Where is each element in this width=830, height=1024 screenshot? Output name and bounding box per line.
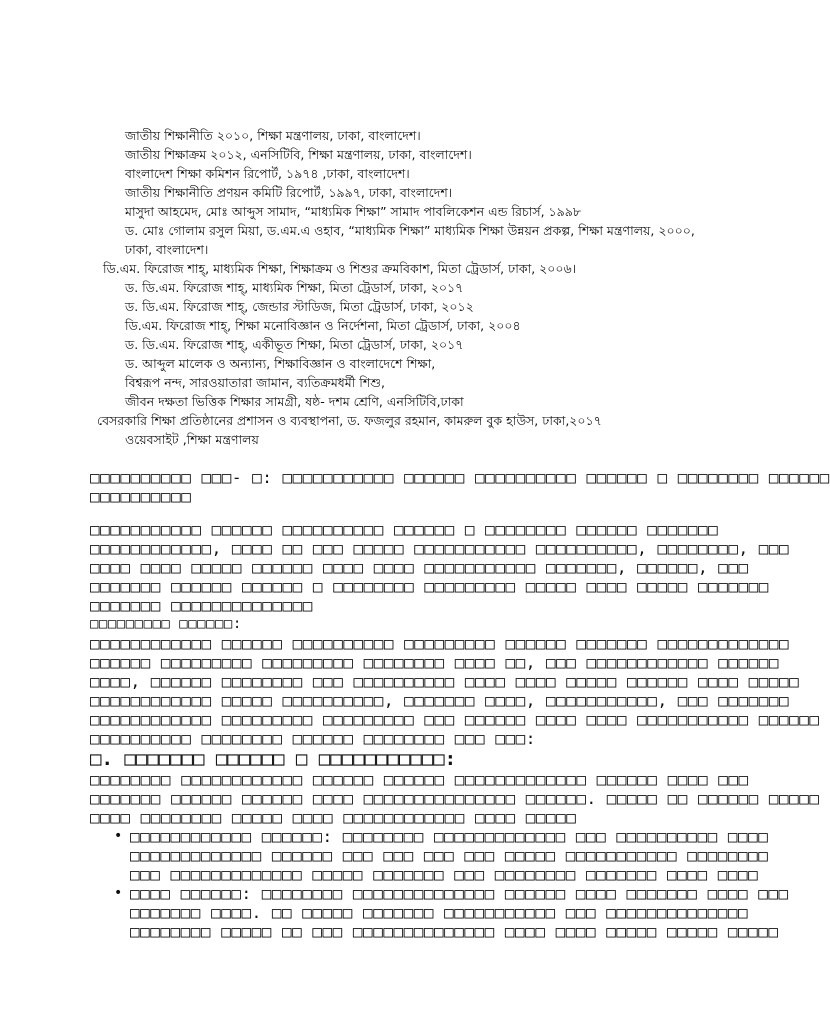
text-line: □□□□ □□□□ □□□□□ □□□□□□ □□□□ □□□□ □□□□□□□□□□□ □□□□□□□, □□□□□□, □□□ (90, 558, 749, 577)
reference-item: ড. আব্দুল মালেক ও অন্যান্য, শিক্ষাবিজ্ঞান ও বাংলাদেশে শিক্ষা, (125, 356, 436, 371)
section-heading: □. □□□□□□□ □□□□□□ □ □□□□□□□□□□□: (90, 748, 457, 770)
text-line: □□□□□□□□□□ (90, 487, 192, 506)
bullet-text: □□□□□□□□□□□□□ □□□□□□ □□□ □□□ □□□ □□□ □□□□□ □□□□□□□□□□□ □□□□□□□□ (130, 846, 769, 865)
bullet-item (90, 827, 769, 846)
reference-item: মাসুদা আহমেদ, মোঃ আব্দুস সামাদ, “মাধ্যমিক শিক্ষা” সামাদ পাবলিকেশন এন্ড রিচার্স, ১৯৯৮ (125, 204, 581, 219)
text-line: □□□□□□□□□□ □□□- □: □□□□□□□□□□□ □□□□□□ □□□□□□□□□□ □□□□□□ □ □□□□□□□□ □□□□□□ (90, 468, 830, 487)
text-line: □□□□□□□□□ □□□□□□: (90, 616, 242, 632)
reference-item: ডি.এম. ফিরোজ শাহ্, শিক্ষা মনোবিজ্ঞান ও নির্দেশনা, মিতা ট্রেডার্স, ঢাকা, ২০০৪ (125, 318, 521, 333)
reference-item: ড. ডি.এম. ফিরোজ শাহ্, একীভূত শিক্ষা, মিতা ট্রেডার্স, ঢাকা, ২০১৭ (125, 337, 464, 352)
bullet-icon: • (114, 885, 123, 901)
reference-item: ড. ডি.এম. ফিরোজ শাহ্, জেন্ডার স্টাডিজ, মিতা ট্রেডার্স, ঢাকা, ২০১২ (125, 299, 474, 314)
bullet-item (90, 884, 789, 903)
bullet-text: □□□□□□□□ □□□□□ □□ □□□ □□□□□□□□□□□□□□ □□□□ □□□□ □□□□□ □□□□□ □□□□□ (130, 922, 779, 941)
reference-item: জাতীয় শিক্ষানীতি প্রণয়ন কমিটি রিপোর্ট, ১৯৯৭, ঢাকা, বাংলাদেশ। (125, 185, 453, 200)
text-line: □□□□□□□ □□□□□□□□□□□□□□ (90, 596, 313, 615)
reference-item: জাতীয় শিক্ষানীতি ২০১০, শিক্ষা মন্ত্রণালয়, ঢাকা, বাংলাদেশ। (125, 128, 421, 143)
bullet-continuation (90, 865, 759, 884)
reference-item: ঢাকা, বাংলাদেশ। (125, 242, 209, 257)
bullet-text: □□□□ □□□□□□: □□□□□□□□ □□□□□□□□□□□□□□ □□□□□□ □□□□ □□□□□□□ □□□□ □□□ (130, 884, 789, 903)
reference-list (0, 126, 768, 449)
bullet-continuation (90, 903, 749, 922)
text-line: □□□□ □□□□□□□□ □□□□□ □□□□ □□□□□□□□□□□□ □□□□ □□□□□ (90, 808, 577, 827)
text-line: □□□□□□□□ □□□□□□□□□□□□ □□□□□□ □□□□□□ □□□□□□□□□□□□□ □□□□□□ □□□□ □□□ (90, 770, 749, 789)
reference-item: জীবন দক্ষতা ভিত্তিক শিক্ষার সামগ্রী, ষষ্ঠ- দশম শ্রেণি, এনসিটিবি,ঢাকা (125, 394, 464, 409)
paragraph-gap (90, 506, 670, 520)
bullet-continuation (90, 922, 779, 941)
reference-item: জাতীয় শিক্ষাক্রম ২০১২, এনসিটিবি, শিক্ষা মন্ত্রণালয়, ঢাকা, বাংলাদেশ। (125, 147, 472, 162)
reference-item: বাংলাদেশ শিক্ষা কমিশন রিপোর্ট, ১৯৭৪ ,ঢাকা, বাংলাদেশ। (125, 166, 410, 181)
bullet-text: □□□□□□□ □□□□. □□ □□□□□ □□□□□□□ □□□□□□□□□□□ □□□ □□□□□□□□□□□□□□ (130, 903, 749, 922)
reference-item: ওয়েবসাইট ,শিক্ষা মন্ত্রণালয় (125, 432, 259, 447)
text-line: □□□□□□□□□□□□ □□□□□ □□□□□□□□□□, □□□□□□□ □□□□, □□□□□□□□□□□, □□□ □□□□□□□ (90, 691, 790, 710)
text-line: □□□□□□□□□□ □□□□□□□□ □□□□□□ □□□□□□□□ □□□ □□□: (90, 729, 536, 748)
text-line: □□□□, □□□□□□ □□□□□□□□ □□□ □□□□□□□□□□ □□□□ □□□□ □□□□□ □□□□□□ □□□□ □□□□□ (90, 672, 800, 691)
text-line: □□□□□□□□□□□□ □□□□□□□□□ □□□□□□□□□ □□□ □□□□□□ □□□□ □□□□ □□□□□□□□□□□ □□□□□□ (90, 710, 820, 729)
bullet-text: □□□ □□□□□□□□□□□□□ □□□□□ □□□□□□□ □□□ □□□□□□□□ □□□□□□□ □□□□ □□□□ (130, 865, 759, 884)
text-line: □□□□□□□□□□□□, □□□□ □□ □□□ □□□□□ □□□□□□□□□□□ □□□□□□□□□□, □□□□□□□□, □□□ (90, 539, 790, 558)
text-line: □□□□□□□□□□□□ □□□□□□ □□□□□□□□□□ □□□□□□□□□ □□□□□□ □□□□□□□ □□□□□□□□□□□□□ (90, 634, 790, 653)
reference-item: বিশ্বরূপ নন্দ, সারওয়াতারা জামান, ব্যতিক্রমধর্মী শিশু, (125, 375, 386, 390)
bullet-text: □□□□□□□□□□□□ □□□□□□: □□□□□□□□ □□□□□□□□□□□□□ □□□ □□□□□□□□□□ □□□□ (130, 827, 769, 846)
unrendered-text-block (90, 468, 830, 941)
text-line: □□□□□□ □□□□□□□□□ □□□□□□□□□ □□□□□□□□ □□□□ □□, □□□ □□□□□□□□□□□□ □□□□□□ (90, 653, 780, 672)
reference-item: ডি.এম. ফিরোজ শাহ্, মাধ্যমিক শিক্ষা, শিক্ষাক্রম ও শিশুর ক্রমবিকাশ, মিতা ট্রেডার্স, ঢাকা, ২০০৬। (103, 261, 577, 276)
text-line: □□□□□□□□□□□ □□□□□□ □□□□□□□□□□ □□□□□□ □ □□□□□□□□ □□□□□□ □□□□□□□ (90, 520, 719, 539)
reference-item: ড. ডি.এম. ফিরোজ শাহ্, মাধ্যমিক শিক্ষা, মিতা ট্রেডার্স, ঢাকা, ২০১৭ (125, 280, 464, 295)
text-line: □□□□□□□ □□□□□□ □□□□□□ □□□□ □□□□□□□□□□□□□□□ □□□□□□. □□□□□ □□ □□□□□□ □□□□□ (90, 789, 820, 808)
bullet-continuation (90, 846, 769, 865)
reference-item: ড. মোঃ গোলাম রসুল মিয়া, ড.এম.এ ওহাব, “মাধ্যমিক শিক্ষা” মাধ্যমিক শিক্ষা উন্নয়ন প্রকল্প, শিক্ষা মন্ত্রণালয়, ২০০০, (125, 223, 695, 238)
bullet-icon: • (114, 828, 123, 844)
reference-item: বেসরকারি শিক্ষা প্রতিষ্ঠানের প্রশাসন ও ব্যবস্থাপনা, ড. ফজলুর রহমান, কামরুল বুক হাউস, ঢাকা,২০১৭ (97, 413, 602, 428)
text-line: □□□□□□□ □□□□□□ □□□□□□ □ □□□□□□□□ □□□□□□□□□ □□□□□ □□□□ □□□□□ □□□□□□□ (90, 577, 769, 596)
